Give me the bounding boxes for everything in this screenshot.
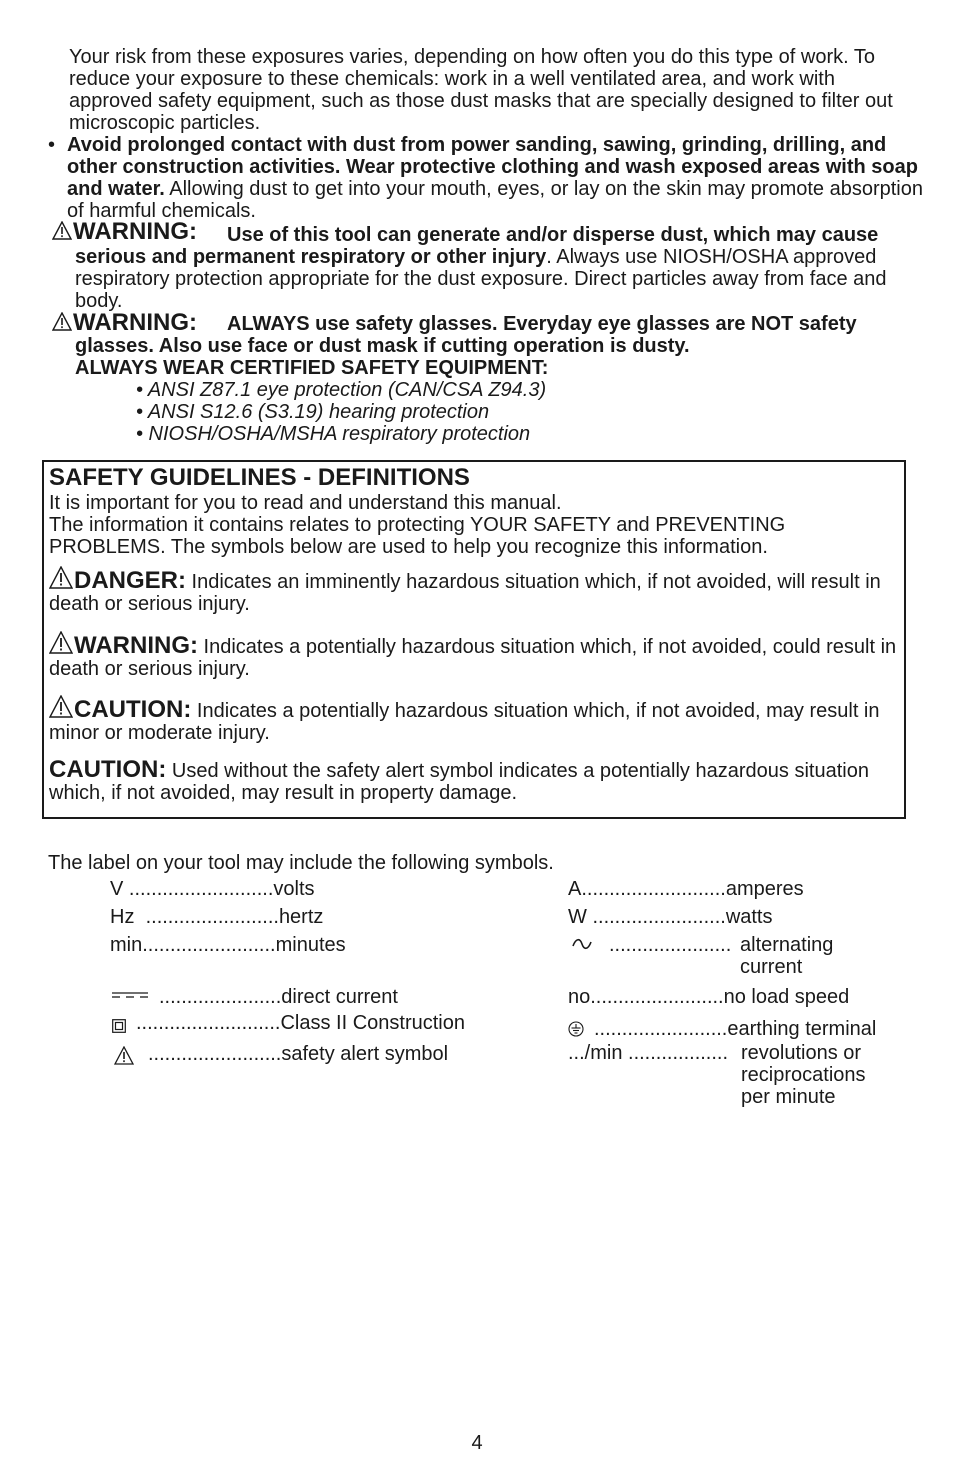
safety-alert-icon xyxy=(49,695,73,718)
danger-label: DANGER: xyxy=(74,567,186,594)
list-item: • NIOSH/OSHA/MSHA respiratory protection xyxy=(136,423,531,445)
bullet-bold-text: Avoid prolonged contact with dust from power sanding, sawing, grinding, drilling, and other construction activities. Wear protective clothing and wash exposed areas with soap and water. xyxy=(67,134,918,200)
safety-guidelines-box xyxy=(42,460,906,819)
definition-warning xyxy=(49,631,899,680)
list-item: • ANSI S12.6 (S3.19) hearing protection xyxy=(136,401,490,423)
symbol-row: ..........................Class II Construction xyxy=(136,1012,465,1034)
safety-alert-icon xyxy=(49,631,73,654)
symbol-row: ........................safety alert symbol xyxy=(148,1043,449,1065)
safety-alert-icon xyxy=(114,1046,134,1065)
definition-caution-plain xyxy=(49,756,899,804)
definition-danger xyxy=(49,566,899,615)
symbol-row: Hz ........................hertz xyxy=(110,906,324,928)
warning-glasses-bold: ALWAYS use safety glasses. Everyday eye glasses are NOT safety glasses. Also use face or dust mask if cutting operation is dusty. xyxy=(75,313,857,357)
caution-label: CAUTION: xyxy=(74,696,192,723)
symbol-row: A..........................amperes xyxy=(568,878,804,900)
no-load-speed-symbol: no xyxy=(568,986,591,1008)
guidelines-line-1: It is important for you to read and understand this manual. xyxy=(49,492,562,514)
warning-dust-normal: . Always use NIOSH/OSHA approved respiratory protection appropriate for the dust exposure. Direct particles away from face and body. xyxy=(75,246,887,312)
warning-dust-bold: Use of this tool can generate and/or disperse dust, which may cause serious and permanent respiratory or other injury xyxy=(75,224,879,268)
direct-current-icon xyxy=(110,991,150,999)
warning-dust-body xyxy=(52,224,922,312)
symbol-meaning: alternating current xyxy=(740,934,834,978)
alternating-current-icon xyxy=(571,937,593,951)
bullet-normal-text: Allowing dust to get into your mouth, eyes, or lay on the skin may promote absorption of harmful chemicals. xyxy=(67,178,923,222)
warning-text: Indicates a potentially hazardous situation which, if not avoided, could result in death or serious injury. xyxy=(49,636,897,680)
guidelines-line-2: The information it contains relates to protecting YOUR SAFETY and PREVENTING PROBLEMS. The symbols below are used to help you recognize this information. xyxy=(49,514,786,558)
page-number: 4 xyxy=(471,1432,483,1454)
symbol-row: V ..........................volts xyxy=(110,878,315,900)
symbol-row: ......................direct current xyxy=(159,986,398,1008)
symbols-intro: The label on your tool may include the following symbols. xyxy=(48,852,554,874)
intro-paragraph: Your risk from these exposures varies, depending on how often you do this type of work. To reduce your exposure to these chemicals: work in a well ventilated area, and work with approved safety equipment, such as those dust masks that are specially designed to filter out microscopic particles. xyxy=(69,46,893,134)
safety-alert-icon xyxy=(49,566,73,589)
caution-plain-text: Used without the safety alert symbol indicates a potentially hazardous situation which, if not avoided, may result in property damage. xyxy=(49,760,869,804)
bullet-item xyxy=(67,134,927,222)
list-item: • ANSI Z87.1 eye protection (CAN/CSA Z94.3) xyxy=(136,379,547,401)
symbol-row: W ........................watts xyxy=(568,906,773,928)
equipment-list xyxy=(136,379,546,445)
equipment-heading: ALWAYS WEAR CERTIFIED SAFETY EQUIPMENT: xyxy=(75,357,549,379)
danger-text: Indicates an imminently hazardous situation which, if not avoided, will result in death or serious injury. xyxy=(49,571,881,615)
symbol-row: min........................minutes xyxy=(110,934,346,956)
caution-plain-label: CAUTION: xyxy=(49,756,167,783)
earthing-terminal-icon xyxy=(568,1021,584,1037)
warning-glasses-body xyxy=(52,313,922,379)
definition-caution xyxy=(49,695,899,744)
bullet-marker: • xyxy=(48,134,56,156)
symbol-row: ........................earthing terminal xyxy=(594,1018,877,1040)
symbol-meaning: revolutions or reciprocations per minute xyxy=(741,1042,866,1108)
warning-label: WARNING: xyxy=(73,309,197,336)
symbol-row: ...................... xyxy=(609,934,732,956)
guidelines-title: SAFETY GUIDELINES - DEFINITIONS xyxy=(49,464,470,491)
symbol-row: no........................no load speed xyxy=(568,986,850,1008)
warning-label: WARNING: xyxy=(74,632,198,659)
class-ii-icon xyxy=(112,1019,126,1033)
symbol-row: .../min .................. xyxy=(568,1042,729,1064)
warning-label: WARNING: xyxy=(73,218,197,245)
caution-text: Indicates a potentially hazardous situation which, if not avoided, may result in minor or moderate injury. xyxy=(49,700,880,744)
